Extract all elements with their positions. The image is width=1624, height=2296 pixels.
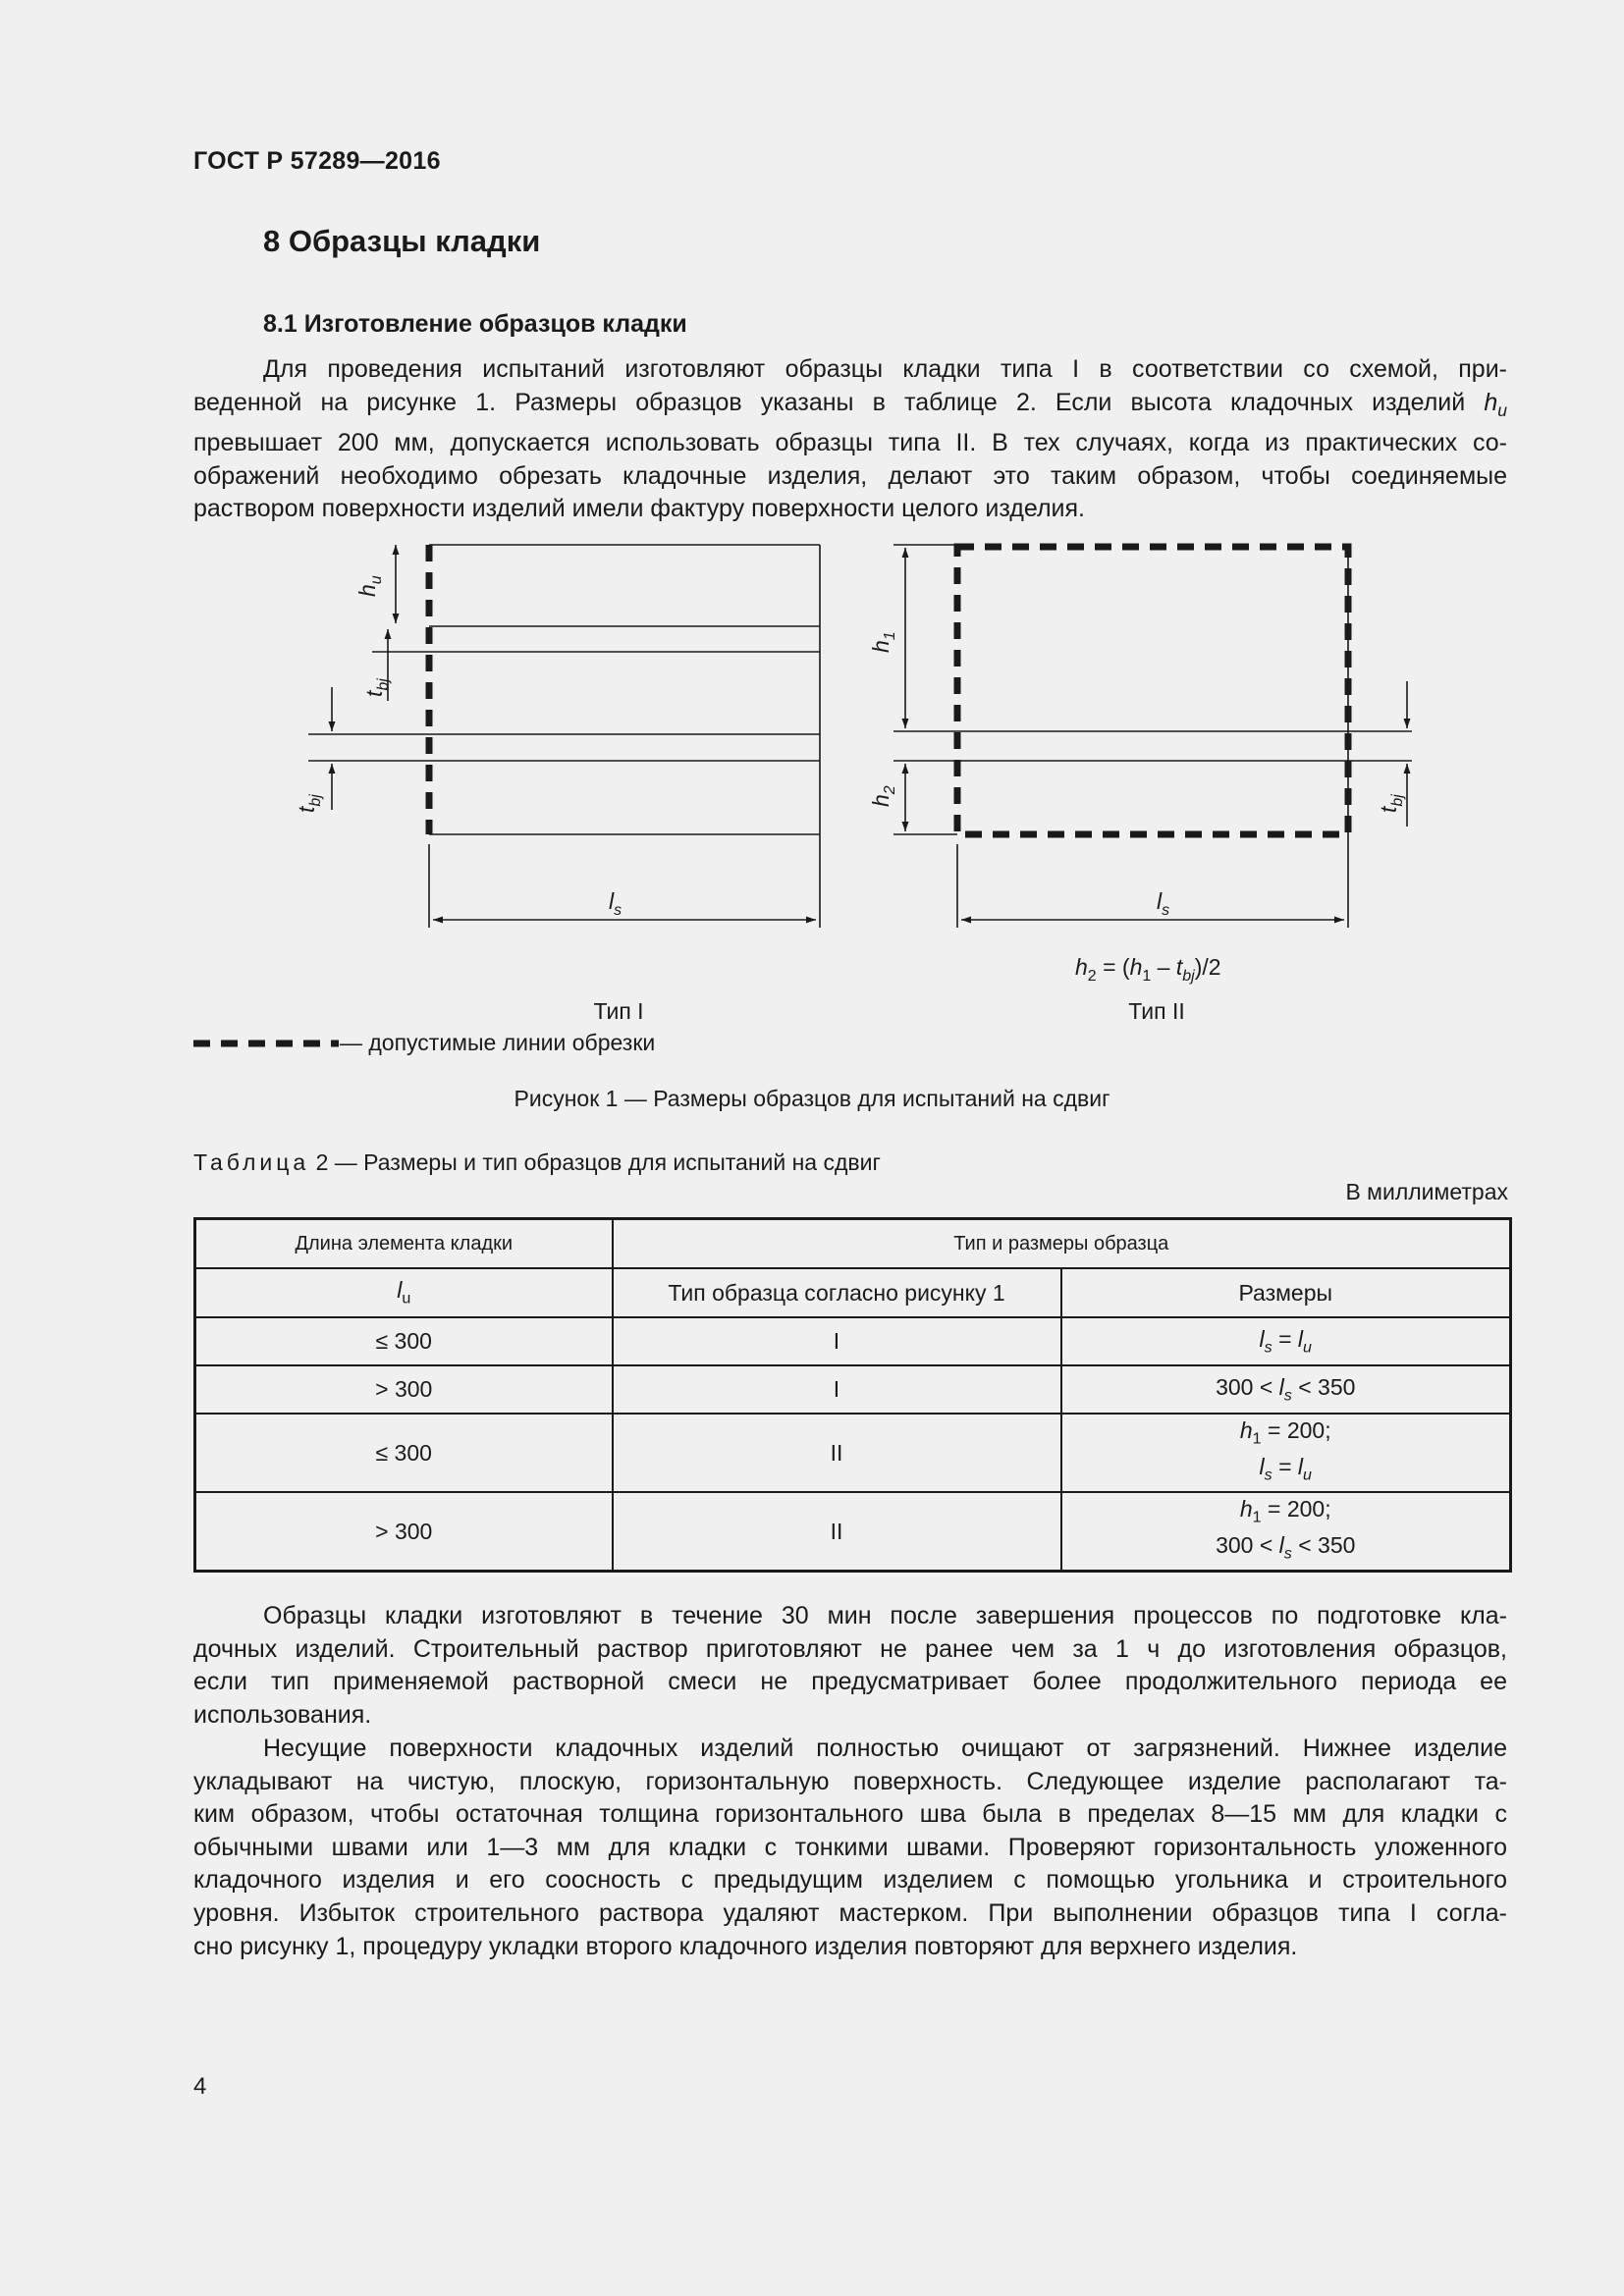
paragraph-line: обычными швами или 1—3 мм для кладки с тонкими швами. Проверяют горизонтальность уложенного	[193, 1833, 1507, 1861]
cell-dimensions: $h_1 = 200$; $300 < l_s < 350$	[1061, 1492, 1511, 1572]
paragraph-line: раствором поверхности изделий имели фактуру поверхности целого изделия.	[193, 495, 1085, 523]
cell-length: ≤ 300	[195, 1414, 613, 1492]
paragraph-line: использования.	[193, 1700, 372, 1729]
subheader-dimensions: Размеры	[1061, 1268, 1511, 1317]
paragraph-line: сно рисунку 1, процедуру укладки второго кладочного изделия повторяют для верхнего изделия.	[193, 1932, 1298, 1960]
specimen-size-table	[193, 1217, 1512, 1573]
type1-diagram	[308, 545, 820, 928]
cell-dimensions: $l_s = l_u$	[1061, 1317, 1511, 1365]
cell-type: I	[613, 1317, 1061, 1365]
label-tbj-type2: $t_{bj}$	[1376, 794, 1406, 813]
table-subheader-row	[195, 1268, 1511, 1317]
type2-labels	[868, 631, 1406, 985]
table-header-row	[195, 1219, 1511, 1269]
label-h1: $h_1$	[868, 631, 898, 653]
figure-caption: Рисунок 1 — Размеры образцов для испытаний на сдвиг	[514, 1086, 1110, 1111]
table-row	[195, 1365, 1511, 1414]
label-tbj-lower: $t_{bj}$	[294, 794, 324, 813]
cell-dimensions: $h_1 = 200$; $l_s = l_u$	[1061, 1414, 1511, 1492]
cell-dimensions: $300 < l_s < 350$	[1061, 1365, 1511, 1414]
paragraph-fabrication-time	[193, 1600, 1507, 1732]
subsection-title: 8.1 Изготовление образцов кладки	[263, 310, 687, 338]
paragraph-line: укладывают на чистую, плоскую, горизонтальную поверхность. Следующее изделие располагают та-	[193, 1767, 1507, 1795]
table-row	[195, 1414, 1511, 1492]
cell-length: > 300	[195, 1365, 613, 1414]
paragraph-line: дочных изделий. Строительный раствор приготовляют не ранее чем за 1 ч до изготовления образцов,	[193, 1634, 1507, 1663]
table-title: Таблица 2 — Размеры и тип образцов для испытаний на сдвиг	[193, 1149, 881, 1175]
paragraph-intro	[193, 353, 1507, 526]
table-row	[195, 1317, 1511, 1365]
cell-length: ≤ 300	[195, 1317, 613, 1365]
paragraph-line: Несущие поверхности кладочных изделий полностью очищают от загрязнений. Нижнее изделие	[263, 1735, 1507, 1762]
paragraph-line: ким образом, чтобы остаточная толщина горизонтального шва была в пределах 8—15 мм для кладки с	[193, 1800, 1507, 1829]
paragraph-line: Образцы кладки изготовляют в течение 30 мин после завершения процессов по подготовке кла-	[263, 1602, 1507, 1629]
formula-h2: $h_2 = (h_1 - t_{bj})/2$	[1075, 954, 1221, 985]
legend	[193, 1030, 655, 1055]
section-title: 8 Образцы кладки	[263, 224, 541, 258]
type2-diagram	[893, 545, 1412, 928]
cell-length: > 300	[195, 1492, 613, 1572]
label-ls-type1: $l_s$	[609, 888, 623, 919]
cell-type: I	[613, 1365, 1061, 1414]
type2-label: Тип II	[1128, 998, 1185, 1024]
table-units: В миллиметрах	[1345, 1179, 1508, 1204]
cell-type: II	[613, 1492, 1061, 1572]
paragraph-line: уровня. Избыток строительного раствора удаляют мастерком. При выполнении образцов типа I согла-	[193, 1898, 1507, 1927]
paragraph-line: превышает 200 мм, допускается использовать образцы типа II. В тех случаях, когда из практических со-	[193, 429, 1507, 457]
paragraph-line: если тип применяемой растворной смеси не предусматривает более продолжительного периода ее	[193, 1668, 1507, 1696]
label-ls-type2: $l_s$	[1157, 888, 1170, 919]
figure-specimen-schemes	[0, 530, 1624, 1080]
document-id: ГОСТ Р 57289—2016	[193, 147, 441, 175]
label-hu: $h_u$	[354, 575, 385, 597]
label-h2: $h_2$	[868, 785, 898, 807]
header-type-and-size: Тип и размеры образца	[613, 1219, 1511, 1269]
paragraph-line: Для проведения испытаний изготовляют образцы кладки типа I в соответствии со схемой, при-	[263, 355, 1507, 383]
paragraph-line: ображений необходимо обрезать кладочные изделия, делают это таким образом, чтобы соединяемые	[193, 461, 1507, 490]
label-tbj-upper: $t_{bj}$	[361, 678, 392, 697]
table-row	[195, 1492, 1511, 1572]
subheader-specimen-type: Тип образца согласно рисунку 1	[613, 1268, 1061, 1317]
page-number: 4	[193, 2073, 207, 2100]
legend-text: — допустимые линии обрезки	[340, 1030, 656, 1055]
paragraph-line: кладочного изделия и его соосность с предыдущим изделием с помощью угольника и строительного	[193, 1866, 1507, 1895]
header-element-length: Длина элемента кладки	[195, 1219, 613, 1269]
cell-type: II	[613, 1414, 1061, 1492]
paragraph-laying-procedure	[193, 1733, 1507, 1963]
paragraph-line: веденной на рисунке 1. Размеры образцов указаны в таблице 2. Если высота кладочных изделий $h_u$	[193, 388, 1507, 420]
subheader-lu: $l_u$	[195, 1268, 613, 1317]
type1-label: Тип I	[593, 998, 644, 1024]
